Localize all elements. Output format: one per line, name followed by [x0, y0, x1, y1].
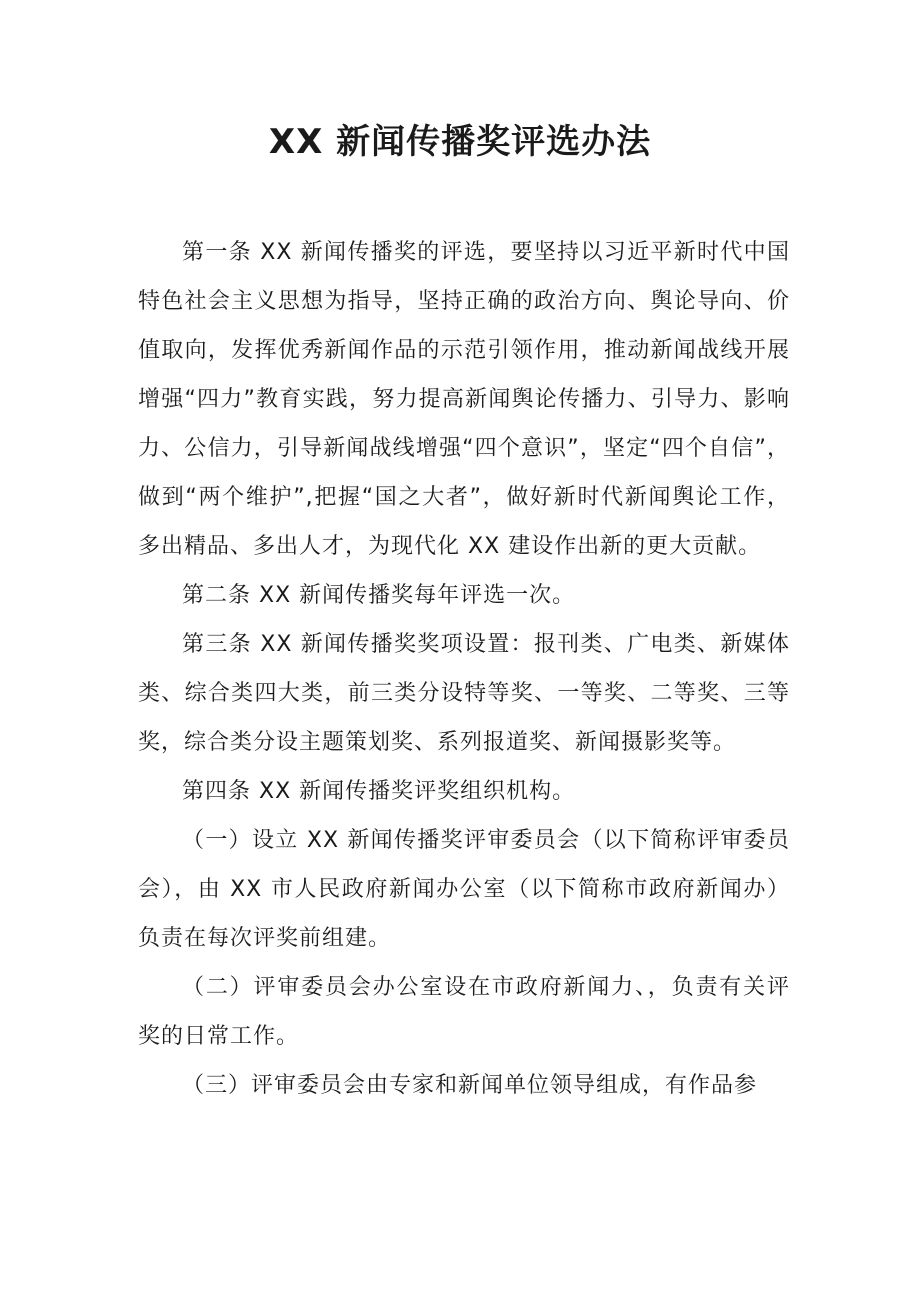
article-4-item-3-paragraph: （三）评审委员会由专家和新闻单位领导组成，有作品参: [182, 1073, 758, 1098]
article-4-item-1-paragraph: （一）设立 XX 新闻传播奖评审委员会（以下简称评审委员会），由 XX 市人民政府新闻办公室（以下简称市政府新闻办）负责在每次评奖前组建。: [138, 828, 790, 951]
article-3-paragraph: 第三条 XX 新闻传播奖奖项设置：报刊类、广电类、新媒体类、综合类四大类，前三类分设特等奖、一等奖、二等奖、三等奖，综合类分设主题策划奖、系列报道奖、新闻摄影奖等。: [138, 632, 790, 755]
document-title: XX 新闻传播奖评选办法: [268, 122, 652, 162]
article-1-paragraph: 第一条 XX 新闻传播奖的评选，要坚持以习近平新时代中国特色社会主义思想为指导，坚持正确的政治方向、舆论导向、价值取向，发挥优秀新闻作品的示范引领作用，推动新闻战线开展增强“四力”教育实践，努力提高新闻舆论传播力、引导力、影响力、公信力，引导新闻战线增强“四个意识”，坚定“四个自信”，做到“两个维护”,把握“国之大者”，做好新时代新闻舆论工作，多出精品、多出人才，为现代化 XX 建设作出新的更大贡献。: [138, 240, 790, 559]
article-4-item-2-paragraph: （二）评审委员会办公室设在市政府新闻力、，负责有关评奖的日常工作。: [138, 975, 790, 1049]
article-4-paragraph: 第四条 XX 新闻传播奖评奖组织机构。: [182, 779, 576, 804]
document-body: [138, 228, 790, 1110]
article-2-paragraph: 第二条 XX 新闻传播奖每年评选一次。: [182, 583, 576, 608]
